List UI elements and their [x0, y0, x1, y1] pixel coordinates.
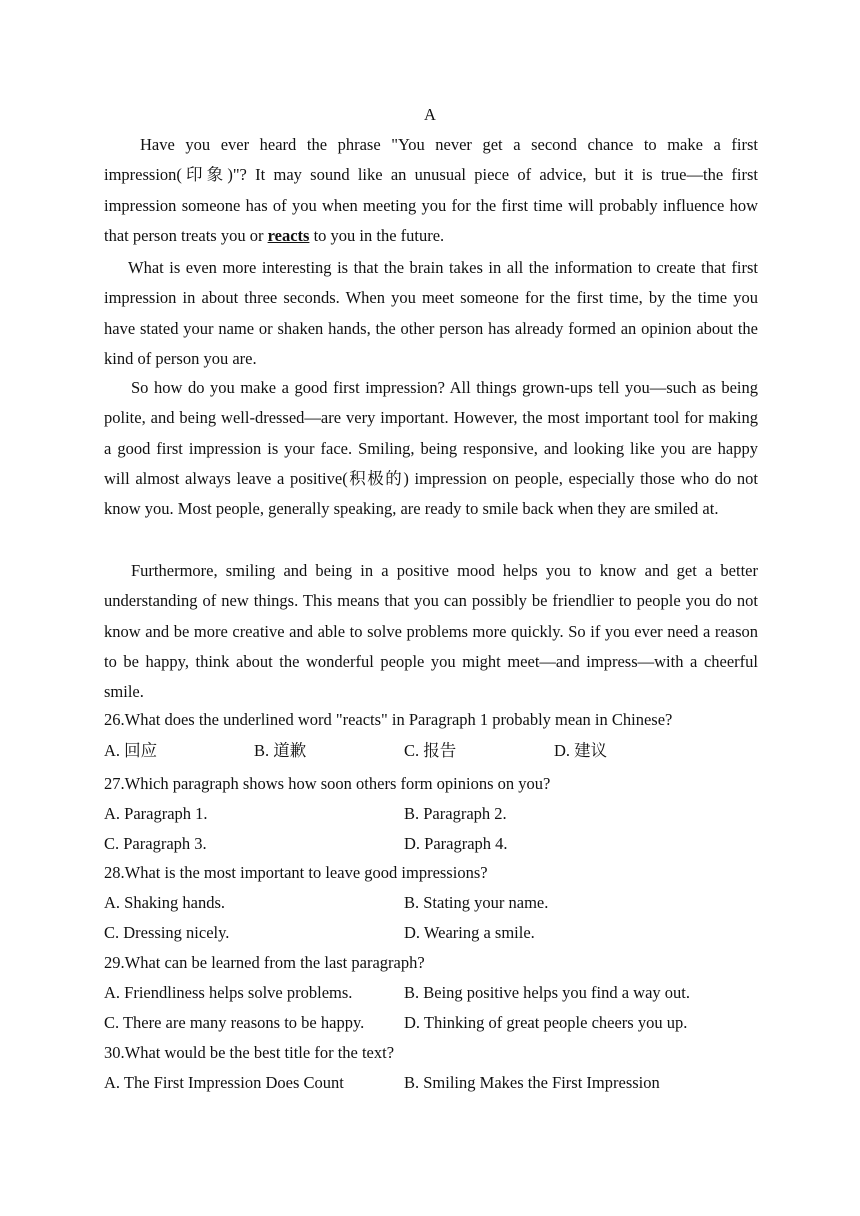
question-29-option-d: D. Thinking of great people cheers you up. — [404, 1013, 688, 1032]
question-27-option-b: B. Paragraph 2. — [404, 804, 507, 823]
paragraph-1-text-a: Have you ever heard the phrase "You never get a second chance to make a first impression(印象)"? It may sound like an unusual piece of advice, but it is true—the first impression someone has of you when meeting you for the first time will probably influence how that person treats you or — [104, 135, 758, 245]
question-26-option-b: B. 道歉 — [254, 741, 307, 760]
question-28-stem: 28.What is the most important to leave good impressions? — [104, 863, 488, 882]
question-29-option-c: C. There are many reasons to be happy. — [104, 1013, 365, 1032]
question-26-option-d: D. 建议 — [554, 741, 608, 760]
question-29-stem: 29.What can be learned from the last paragraph? — [104, 953, 425, 972]
question-29-option-b: B. Being positive helps you find a way out. — [404, 983, 690, 1002]
question-30-option-b: B. Smiling Makes the First Impression — [404, 1073, 660, 1092]
question-27-stem: 27.Which paragraph shows how soon others form opinions on you? — [104, 774, 551, 793]
question-27-option-d: D. Paragraph 4. — [404, 834, 508, 853]
question-28-option-c: C. Dressing nicely. — [104, 923, 230, 942]
question-28-option-d: D. Wearing a smile. — [404, 923, 535, 942]
paragraph-2: What is even more interesting is that the brain takes in all the information to create that first impression in about three seconds. When you meet someone for the first time, by the time you have stated your name or shaken hands, the other person has already formed an opinion about the kind of person you are. — [104, 258, 758, 368]
paragraph-1-text-b: to you in the future. — [309, 225, 445, 245]
question-27-option-c: C. Paragraph 3. — [104, 834, 207, 853]
question-26-option-a: A. 回应 — [104, 741, 158, 760]
underlined-word-reacts: reacts — [267, 225, 310, 245]
question-27-option-a: A. Paragraph 1. — [104, 804, 208, 823]
paragraph-1 — [104, 130, 758, 251]
question-26-stem: 26.What does the underlined word "reacts" in Paragraph 1 probably mean in Chinese? — [104, 710, 673, 729]
passage-title: A — [424, 105, 436, 124]
question-28-option-b: B. Stating your name. — [404, 893, 549, 912]
question-26-option-c: C. 报告 — [404, 741, 457, 760]
question-28-option-a: A. Shaking hands. — [104, 893, 225, 912]
question-30-stem: 30.What would be the best title for the text? — [104, 1043, 395, 1062]
paragraph-4: Furthermore, smiling and being in a positive mood helps you to know and get a better understanding of new things. This means that you can possibly be friendlier to people you do not know and be more creative and able to solve problems more quickly. So if you ever need a reason to be happy, think about the wonderful people you might meet—and impress—with a cheerful smile. — [104, 561, 758, 702]
question-29-option-a: A. Friendliness helps solve problems. — [104, 983, 353, 1002]
paragraph-3: So how do you make a good first impression? All things grown-ups tell you—such as being polite, and being well-dressed—are very important. However, the most important tool for making a good first impression is your face. Smiling, being responsive, and looking like you are happy will almost always leave a positive(积极的) impression on people, especially those who do not know you. Most people, generally speaking, are ready to smile back when they are smiled at. — [104, 378, 758, 519]
question-30-option-a: A. The First Impression Does Count — [104, 1073, 344, 1092]
